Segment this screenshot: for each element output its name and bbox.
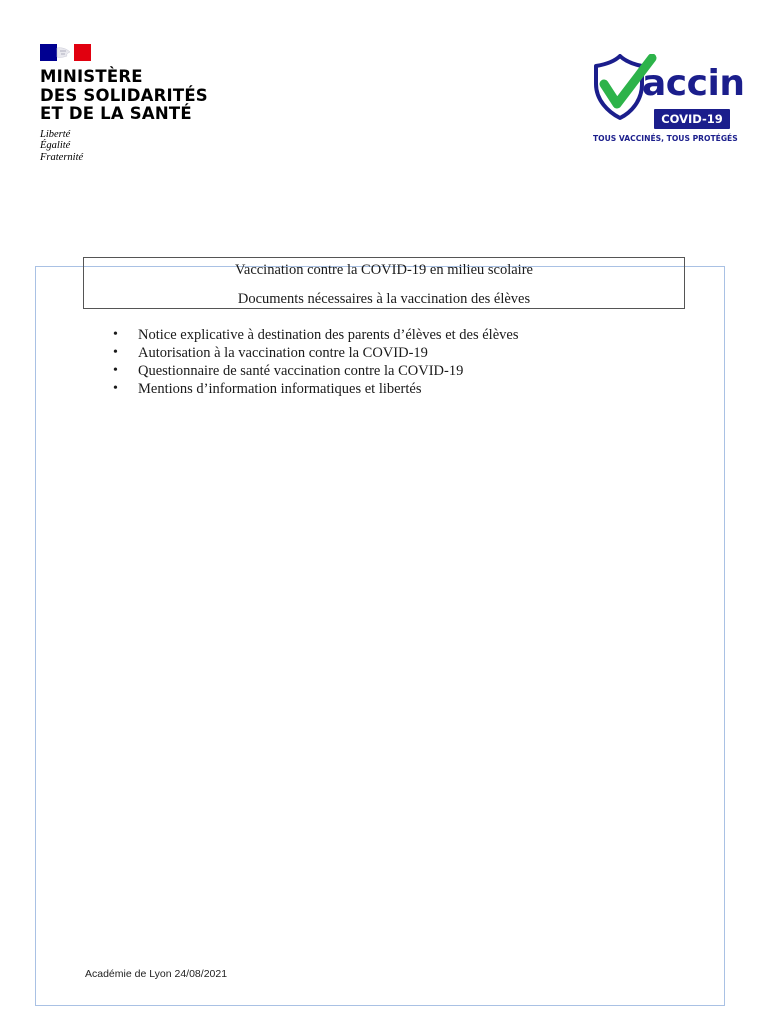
bullet: •	[113, 327, 118, 342]
title-box	[83, 257, 685, 309]
vaccin-covid-logo	[590, 54, 745, 146]
covid-badge: COVID-19	[654, 109, 730, 129]
ministry-name-line: DES SOLIDARITÉS	[40, 85, 208, 105]
motto-line: Égalité	[40, 140, 71, 151]
document-item-label: Autorisation à la vaccination contre la COVID-19	[138, 345, 428, 361]
documents-list	[112, 326, 518, 398]
document-item-label: Notice explicative à destination des parents d’élèves et des élèves	[138, 327, 519, 343]
motto-line: Fraternité	[40, 151, 84, 163]
document-title: Vaccination contre la COVID-19 en milieu scolaire	[235, 262, 533, 278]
list-item	[112, 326, 518, 344]
document-item-label: Mentions d’information informatiques et libertés	[138, 381, 422, 397]
vaccin-tagline: TOUS VACCINÉS, TOUS PROTÉGÉS	[593, 134, 738, 143]
document-subtitle: Documents nécessaires à la vaccination des élèves	[237, 291, 531, 307]
ministry-name	[40, 68, 240, 124]
document-item-label: Questionnaire de santé vaccination contre la COVID-19	[138, 363, 464, 379]
bullet: •	[113, 381, 118, 396]
list-item	[112, 380, 518, 398]
ministry-name-line: ET DE LA SANTÉ	[40, 104, 192, 123]
french-flag-icon	[40, 44, 91, 61]
list-item	[112, 344, 518, 362]
bullet: •	[113, 363, 118, 378]
ministry-logo	[40, 44, 240, 163]
list-item	[112, 362, 518, 380]
ministry-name-line: MINISTÈRE	[40, 67, 143, 86]
motto-line: Liberté	[40, 128, 71, 140]
bullet: •	[113, 345, 118, 360]
footer-text: Académie de Lyon 24/08/2021	[85, 968, 228, 980]
vaccin-word: accin	[642, 63, 745, 104]
republic-motto	[40, 129, 240, 164]
